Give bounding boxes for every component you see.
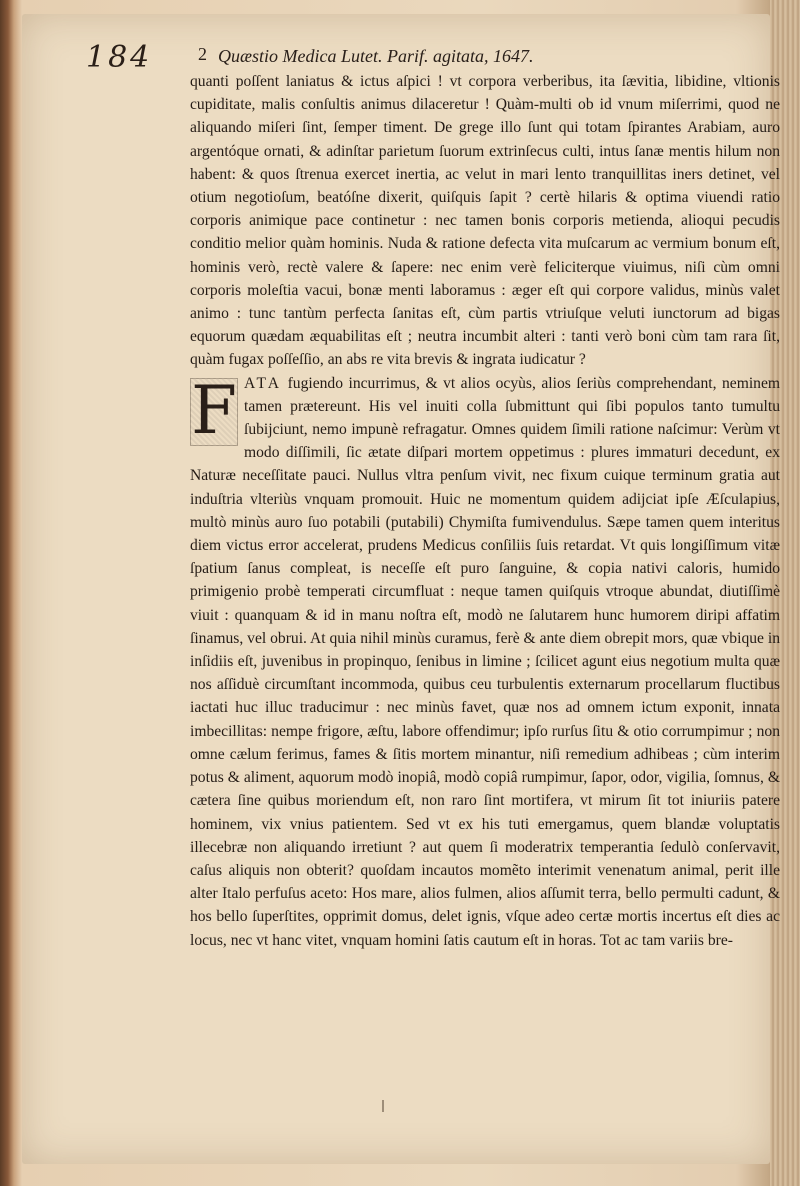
page-bottom-mark bbox=[382, 1100, 384, 1112]
paragraph-1: quanti poſſent laniatus & ictus aſpici ! vt corpora verberibus, ita ſævitia, libidine, vltionis cupiditate, malis conſultis animus dilaceretur ! Quàm-multi ob id vnum miſerrimi, quod ne aliquando miſeri ſint, ſemper timent. De grege illo ſunt qui totam ſpirantes Arabiam, auro argentóque ornati, & adinſtar parietum ſuorum extrinſecus culti, intus ſanæ mentis hilum non habent: & quos ſtrenua exercet inertia, ac velut in mari lento tranquillitas iners detinet, vel otium negotioſum, beatóſne dixerit, quiſquis ſapit ? certè hilaris & optima viuendi ratio corporis animique pace continetur : nec tamen bonis corporis metienda, alioqui pecudis conditio melior quàm hominis. Nuda & ratione defecta vita muſcarum ac vermium bonum eſt, hominis verò, rectè valere & ſapere: nec enim verè feliciterque viuimus, niſi cùm omni corporis moleſtia vacui, bonæ menti laboramus : æger eſt qui corpore validus, minùs valet animo : tunc tantùm perfecta ſanitas eſt, cùm partis vtriuſque veluti iunctorum ad bigas equorum quædam æquabilitas eſt ; neutra incumbit alteri : tanti verò boni cùm tam rara ſit, quàm fugax poſſeſſio, an abs re vita brevis & ingrata iudicatur ? bbox=[190, 73, 780, 369]
paragraph-2 bbox=[190, 372, 780, 952]
decorated-initial: F bbox=[191, 371, 237, 449]
paragraph-2-text: fugiendo incurrimus, & vt alios ocyùs, alios ſeriùs comprehendant, neminem tamen prætereunt. His vel inuiti colla ſubmittunt qui ſibi populos tanto tumultu ſubijciunt, nemo impunè refragatur. Omnes quidem ſimili ratione naſcimur: Verùm vt modo diſſimili, ſic ætate diſpari mortem oppetimus : plures immaturi decedunt, ex Naturæ neceſſitate pauci. Nullus vltra penſum vivit, nec fixum cuique terminum gratia aut induſtria vlteriùs vnquam promouit. Huic ne momentum quidem adijciat ipſe Æſculapius, multò minùs auro ſuo potabili (putabili) Chymiſta fumivendulus. Sæpe tamen quem interitus diem victus error accelerat, prudens Medicus conſiliis ſuis retardat. Vt quis longiſſimum vitæ ſpatium ſanus compleat, is neceſſe eſt puro ſanguine, & copia nativi caloris, humido primigenio probè temperati circumfluat : neque tamen quiſquis vtroque abundat, diutiſſimè viuit : quanquam & id in manu noſtra eſt, modò ne ſalutarem hunc humorem diripi affatim ſinamus, vel obrui. At quia nihil minùs curamus, ferè & ante diem obrepit mors, quæ vbique in inſidiis eſt, juvenibus in propinquo, ſenibus in limine ; ſcilicet agunt eius negotium multa quæ nos aſſiduè circumſtant incommoda, quibus ceu turbulentis externarum procellarum fluctibus iactati huc illuc traducimur : nec minùs favet, quæ nos ad omnem ictum exponit, innata imbecillitas: nempe frigore, æſtu, labore offendimur; ipſo rurſus ſitu & otio corrumpimur ; non omne cælum ferimus, fames & ſitis mortem minantur, niſi remedium adhibeas ; cùm interim potus & aliment, aquorum modò inopiâ, modò copiâ rumpimur, ſapor, odor, vigilia, ſomnus, & cætera ſine quibus moriendum eſt, non raro ſint mortifera, vt mirum ſit tot iniuriis patere hominem, vix vnius patientem. Sed vt ex his tuti emergamus, quem blandæ voluptatis illecebræ non aliquando irretiunt ? aut quem ſi moderatrix temperantia ſedulò conſervavit, caſus aliquis non obterit? quoſdam incautos momẽto interimit venenatum animal, perit ille alter Italo perfuſus aceto: Hos mare, alios fulmen, alios aſſumit terra, bello permulti cadunt, & hos bello ſuperſtites, opprimit domus, delet ignis, vſque adeo certæ mortis incertus eſt dies ac locus, nec vt hanc vitet, vnquam homini ſatis cautum eſt in horas. Tot ac tam variis bre- bbox=[190, 374, 781, 949]
signature-mark: 2 bbox=[198, 44, 207, 64]
paragraph-2-lead: ATA bbox=[244, 374, 283, 392]
page-number: 184 bbox=[86, 40, 153, 75]
body-text bbox=[190, 70, 780, 952]
running-head: Quæstio Medica Lutet. Parif. agitata, 1647. bbox=[218, 46, 534, 66]
